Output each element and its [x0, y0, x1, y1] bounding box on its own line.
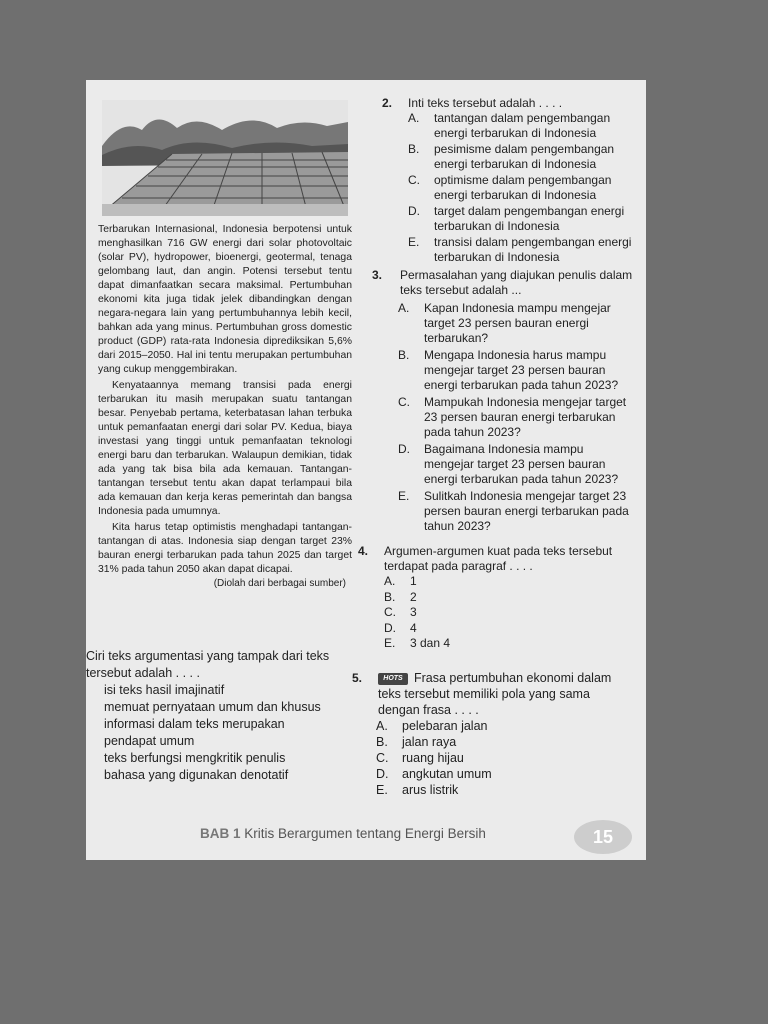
question-5-option-e: E. arus listrik: [376, 783, 459, 797]
question-3-option-a: A. Kapan Indonesia mampu mengejar target 23 persen bauran energi terbarukan?: [398, 301, 611, 345]
question-5: [352, 670, 648, 718]
textbook-page: [86, 80, 646, 860]
paragraph-2: Kenyataannya memang transisi pada energi terbarukan itu masih merupakan suatu tantangan besar. Penyebab pertama, keterbatasan lahan terbuka untuk pemanfaatan energi dari solar PV. Kedua, biaya investasi yang tinggi untuk pemanfaatan teknologi energi baru dan terbarukan. Walaupun demikian, tidak ada yang tak bisa bila ada kemauan. Tantangan-tantangan tersebut tentu akan dapat terlampaui bila ada kemauan dan kerja keras pemerintah dan bangsa Indonesia pada umumnya.: [98, 380, 352, 517]
question-4-stem-line-2: terdapat pada paragraf . . . .: [384, 559, 533, 573]
page-number: 15: [574, 820, 632, 854]
question-3-stem-line-2: teks tersebut adalah ...: [400, 283, 522, 297]
question-3: [372, 268, 648, 298]
question-3-option-b: B. Mengapa Indonesia harus mampu mengejar target 23 persen bauran energi terbarukan pada tahun 2023?: [398, 348, 619, 392]
question-3-stem-line-1: Permasalahan yang diajukan penulis dalam: [400, 268, 633, 282]
question-2-option-a: A. tantangan dalam pengembangan energi terbarukan di Indonesia: [408, 111, 611, 140]
question-2-option-e: E. transisi dalam pengembangan energi terbarukan di Indonesia: [408, 235, 632, 264]
source-note: (Diolah dari berbagai sumber): [213, 578, 346, 589]
question-2-option-d: D. target dalam pengembangan energi terbarukan di Indonesia: [408, 204, 625, 233]
question-1-option: informasi dalam teks merupakan: [104, 717, 285, 731]
question-4-option-d: D. 4: [384, 620, 417, 635]
question-3-option-d: D. Bagaimana Indonesia mampu mengejar target 23 persen bauran energi terbarukan pada tahun 2023?: [398, 442, 619, 486]
question-1-option: memuat pernyataan umum dan khusus: [104, 700, 321, 714]
question-5-option-a: A. pelebaran jalan: [376, 719, 488, 733]
question-4-option-b: B. 2: [384, 589, 417, 604]
question-2-stem: Inti teks tersebut adalah . . . .: [408, 96, 563, 110]
question-2-options: [408, 111, 648, 265]
solar-panel-illustration: [102, 100, 348, 216]
question-1: [86, 648, 356, 784]
question-5-stem-line-1: HOTS Frasa pertumbuhan ekonomi dalam: [378, 670, 648, 686]
question-5-number: 5.: [352, 671, 363, 685]
question-3-number: 3.: [372, 268, 383, 282]
question-5-options: [376, 718, 576, 798]
question-5-stem-line-2: teks tersebut memiliki pola yang sama: [378, 687, 590, 701]
solar-panel-photo: [102, 100, 348, 216]
paragraph-3: Kita harus tetap optimistis menghadapi tantangan-tantangan di atas. Indonesia siap dengan target 23% bauran energi terbarukan pada tahun 2025 dan target 31% pada tahun 2050 akan dapat dicapai.: [98, 522, 352, 575]
question-1-option: pendapat umum: [104, 734, 195, 748]
question-1-stem-line-2: tersebut adalah . . . .: [86, 666, 200, 680]
question-3-options: [398, 301, 650, 534]
question-5-option-c: C. ruang hijau: [376, 751, 464, 765]
question-2-number: 2.: [382, 96, 393, 110]
question-1-option: isi teks hasil imajinatif: [104, 683, 225, 697]
question-3-option-c: C. Mampukah Indonesia mengejar target 23 persen bauran energi terbarukan pada tahun 2023?: [398, 395, 627, 439]
question-4-options: [384, 574, 584, 652]
question-4-option-e: E. 3 dan 4: [384, 636, 451, 650]
question-3-option-e: E. Sulitkah Indonesia mengejar target 23 persen bauran energi terbarukan pada tahun 2023?: [398, 489, 629, 533]
question-5-option-b: B. jalan raya: [376, 735, 457, 749]
question-5-option-d: D. angkutan umum: [376, 767, 492, 781]
hots-badge-icon: HOTS: [378, 673, 408, 685]
question-4-option-a: A. 1: [384, 574, 417, 588]
question-1-option: bahasa yang digunakan denotatif: [104, 768, 289, 782]
question-1-option: teks berfungsi mengkritik penulis: [104, 751, 286, 765]
question-1-stem-line-1: Ciri teks argumentasi yang tampak dari teks: [86, 649, 330, 663]
question-4: [358, 544, 648, 574]
reading-text: [98, 223, 352, 591]
chapter-title: Kritis Berargumen tentang Energi Bersih: [244, 826, 486, 841]
paragraph-1: Terbarukan Internasional, Indonesia berpotensi untuk menghasilkan 716 GW energi dari solar photovoltaic (solar PV), hydropower, bioenergi, geotermal, tenaga gelombang laut, dan angin. Potensi tersebut tentu dapat dimanfaatkan secara maksimal. Pertumbuhan ekonomi kita juga tidak jelek dibandingkan dengan negara-negara lain yang pertumbuhannya lebih kecil, bahkan ada yang minus. Pertumbuhan gross domestic product (GDP) rata-rata Indonesia diprediksikan 5,6% dari 2015–2050. Hal ini tentu merupakan pertumbuhan yang cukup menggembirakan.: [98, 224, 352, 375]
page-footer: [200, 826, 486, 841]
question-5-stem-line-3: dengan frasa . . . .: [378, 703, 479, 717]
question-4-number: 4.: [358, 544, 369, 558]
question-2-option-b: B. pesimisme dalam pengembangan energi terbarukan di Indonesia: [408, 142, 615, 171]
question-4-stem-line-1: Argumen-argumen kuat pada teks tersebut: [384, 544, 613, 558]
chapter-label: BAB 1: [200, 826, 241, 841]
question-2-option-c: C. optimisme dalam pengembangan energi terbarukan di Indonesia: [408, 173, 612, 202]
question-4-option-c: C. 3: [384, 605, 417, 619]
question-1-options: [86, 682, 356, 784]
